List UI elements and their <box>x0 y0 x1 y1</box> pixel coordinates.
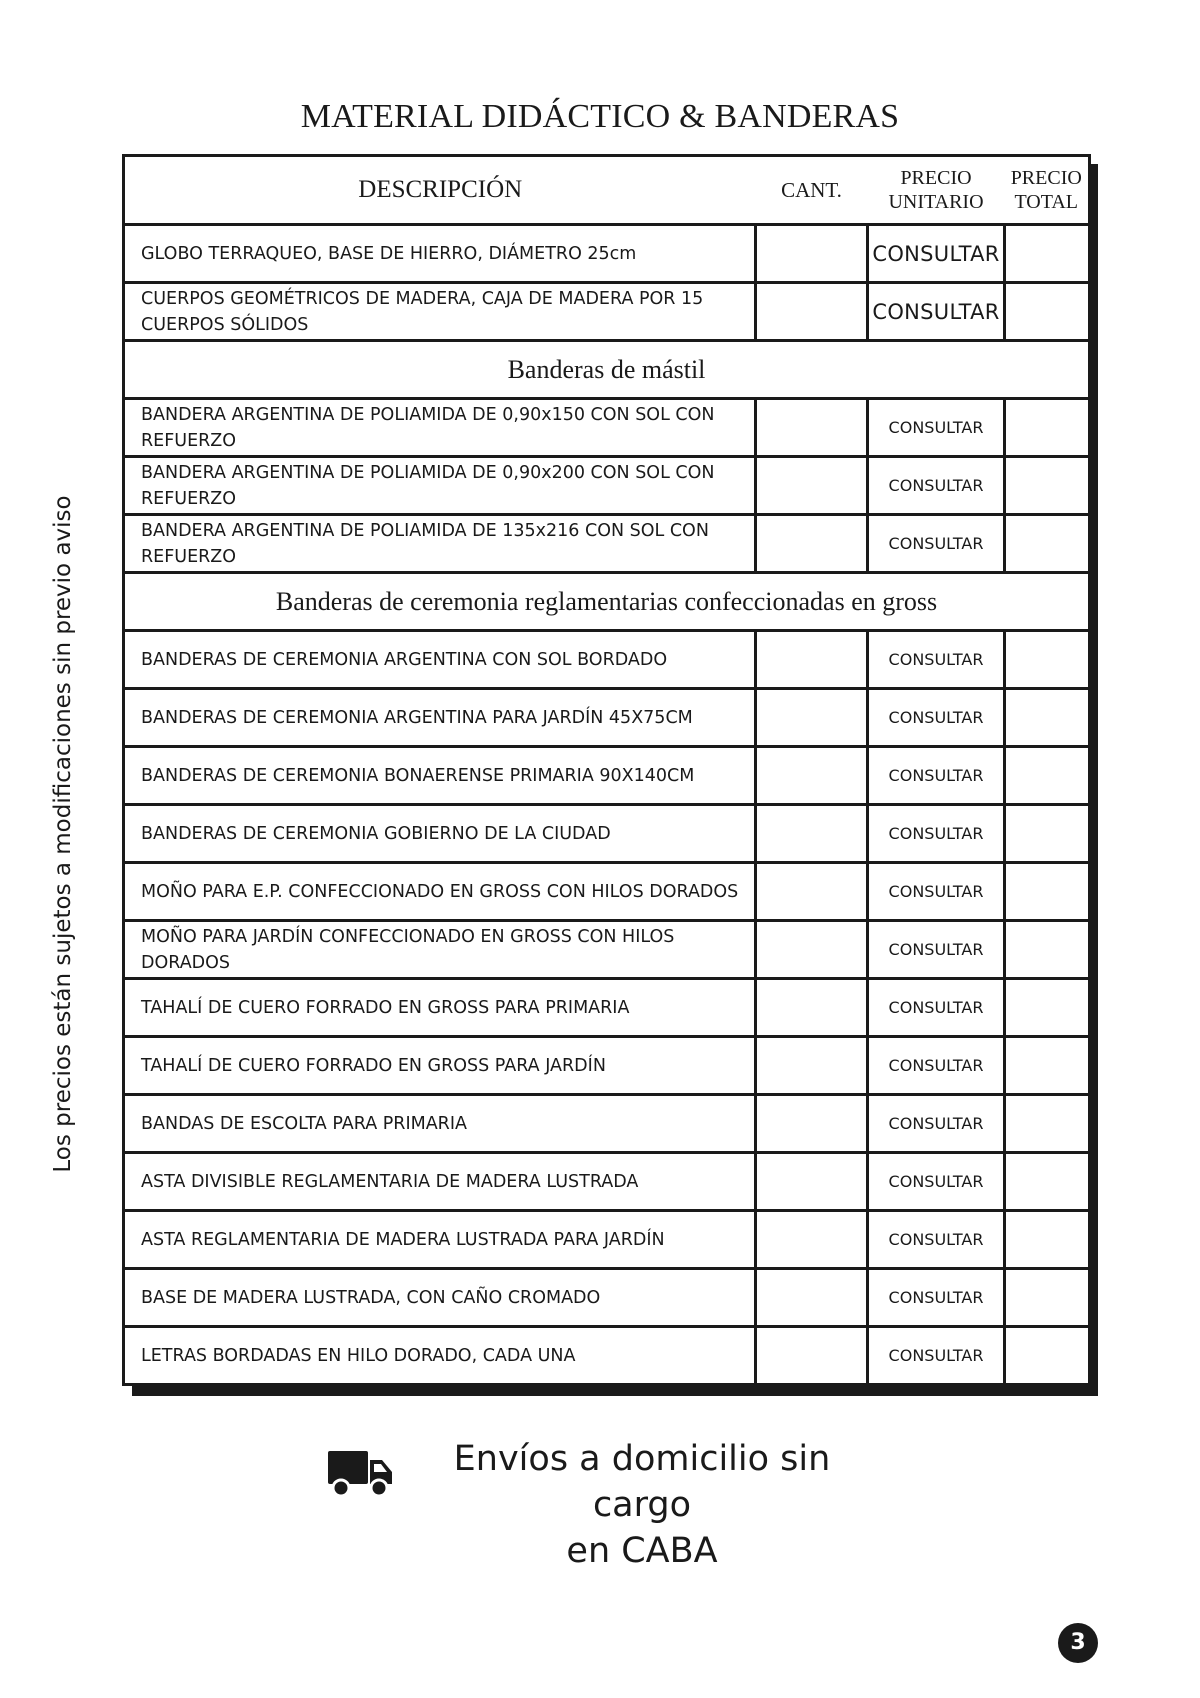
item-total-price-cell[interactable] <box>1005 1037 1090 1095</box>
item-description: MOÑO PARA JARDÍN CONFECCIONADO EN GROSS CON HILOS DORADOS <box>124 921 756 979</box>
price-disclaimer: Los precios están sujetos a modificaciones sin previo aviso <box>50 495 76 1173</box>
item-quantity-cell[interactable] <box>756 689 868 747</box>
item-total-price-cell[interactable] <box>1005 1095 1090 1153</box>
item-total-price-cell[interactable] <box>1005 1327 1090 1385</box>
item-quantity-cell[interactable] <box>756 631 868 689</box>
header-total-price-line2: TOTAL <box>1014 191 1079 213</box>
item-quantity-cell[interactable] <box>756 1153 868 1211</box>
item-quantity-cell[interactable] <box>756 1327 868 1385</box>
item-description: BANDERAS DE CEREMONIA GOBIERNO DE LA CIUDAD <box>124 805 756 863</box>
item-description: BASE DE MADERA LUSTRADA, CON CAÑO CROMADO <box>124 1269 756 1327</box>
item-description: BANDERAS DE CEREMONIA ARGENTINA PARA JARDÍN 45X75CM <box>124 689 756 747</box>
header-unit-price <box>868 156 1005 225</box>
item-description: BANDERA ARGENTINA DE POLIAMIDA DE 0,90x200 CON SOL CON REFUERZO <box>124 457 756 515</box>
section-heading-ceremonia-row <box>124 573 1090 631</box>
item-unit-price: CONSULTAR <box>868 1037 1005 1095</box>
table-row <box>124 921 1090 979</box>
item-description: TAHALÍ DE CUERO FORRADO EN GROSS PARA PRIMARIA <box>124 979 756 1037</box>
item-quantity-cell[interactable] <box>756 1269 868 1327</box>
section-heading-mastil-row <box>124 341 1090 399</box>
item-description: LETRAS BORDADAS EN HILO DORADO, CADA UNA <box>124 1327 756 1385</box>
delivery-line-1: Envíos a domicilio sin cargo <box>453 1439 831 1525</box>
item-unit-price: CONSULTAR <box>868 979 1005 1037</box>
item-description: BANDERA ARGENTINA DE POLIAMIDA DE 0,90x150 CON SOL CON REFUERZO <box>124 399 756 457</box>
item-quantity-cell[interactable] <box>756 805 868 863</box>
item-unit-price: CONSULTAR <box>868 689 1005 747</box>
table-row <box>124 457 1090 515</box>
table-row <box>124 225 1090 283</box>
item-unit-price: CONSULTAR <box>868 1211 1005 1269</box>
item-description: GLOBO TERRAQUEO, BASE DE HIERRO, DIÁMETRO 25cm <box>124 225 756 283</box>
item-quantity-cell[interactable] <box>756 225 868 283</box>
item-unit-price: CONSULTAR <box>868 921 1005 979</box>
item-total-price-cell[interactable] <box>1005 399 1090 457</box>
item-quantity-cell[interactable] <box>756 1211 868 1269</box>
item-unit-price: CONSULTAR <box>868 1153 1005 1211</box>
item-total-price-cell[interactable] <box>1005 805 1090 863</box>
item-total-price-cell[interactable] <box>1005 747 1090 805</box>
table-row <box>124 1153 1090 1211</box>
item-quantity-cell[interactable] <box>756 1037 868 1095</box>
header-total-price-line1: PRECIO <box>1010 167 1082 189</box>
item-quantity-cell[interactable] <box>756 457 868 515</box>
header-unit-price-line2: UNITARIO <box>888 191 984 213</box>
item-total-price-cell[interactable] <box>1005 283 1090 341</box>
item-description: ASTA REGLAMENTARIA DE MADERA LUSTRADA PARA JARDÍN <box>124 1211 756 1269</box>
item-description: BANDERAS DE CEREMONIA ARGENTINA CON SOL BORDADO <box>124 631 756 689</box>
item-description: TAHALÍ DE CUERO FORRADO EN GROSS PARA JARDÍN <box>124 1037 756 1095</box>
item-unit-price: CONSULTAR <box>868 1269 1005 1327</box>
header-description: DESCRIPCIÓN <box>124 156 756 225</box>
item-unit-price: CONSULTAR <box>868 747 1005 805</box>
page-number: 3 <box>1058 1623 1098 1663</box>
item-description: BANDERAS DE CEREMONIA BONAERENSE PRIMARIA 90X140CM <box>124 747 756 805</box>
item-total-price-cell[interactable] <box>1005 1211 1090 1269</box>
page-title: MATERIAL DIDÁCTICO & BANDERAS <box>300 98 900 135</box>
table-row <box>124 1037 1090 1095</box>
item-quantity-cell[interactable] <box>756 1095 868 1153</box>
item-total-price-cell[interactable] <box>1005 921 1090 979</box>
item-description: MOÑO PARA E.P. CONFECCIONADO EN GROSS CON HILOS DORADOS <box>124 863 756 921</box>
item-unit-price: CONSULTAR <box>868 225 1005 283</box>
delivery-banner <box>328 1436 908 1571</box>
header-total-price <box>1005 156 1090 225</box>
item-unit-price: CONSULTAR <box>868 863 1005 921</box>
item-total-price-cell[interactable] <box>1005 225 1090 283</box>
price-table-container <box>122 154 1088 1386</box>
item-quantity-cell[interactable] <box>756 283 868 341</box>
price-table <box>122 154 1091 1386</box>
item-description: CUERPOS GEOMÉTRICOS DE MADERA, CAJA DE MADERA POR 15 CUERPOS SÓLIDOS <box>124 283 756 341</box>
table-row <box>124 689 1090 747</box>
table-header-row <box>124 156 1090 225</box>
table-row <box>124 631 1090 689</box>
item-unit-price: CONSULTAR <box>868 457 1005 515</box>
delivery-line-2: en CABA <box>566 1531 718 1571</box>
item-quantity-cell[interactable] <box>756 399 868 457</box>
item-total-price-cell[interactable] <box>1005 979 1090 1037</box>
item-total-price-cell[interactable] <box>1005 1269 1090 1327</box>
table-row <box>124 283 1090 341</box>
item-description: ASTA DIVISIBLE REGLAMENTARIA DE MADERA LUSTRADA <box>124 1153 756 1211</box>
table-row <box>124 747 1090 805</box>
item-total-price-cell[interactable] <box>1005 457 1090 515</box>
item-total-price-cell[interactable] <box>1005 1153 1090 1211</box>
item-description: BANDAS DE ESCOLTA PARA PRIMARIA <box>124 1095 756 1153</box>
item-total-price-cell[interactable] <box>1005 515 1090 573</box>
item-total-price-cell[interactable] <box>1005 631 1090 689</box>
item-total-price-cell[interactable] <box>1005 863 1090 921</box>
truck-icon <box>328 1448 394 1498</box>
section-heading-ceremonia: Banderas de ceremonia reglamentarias confeccionadas en gross <box>124 573 1090 631</box>
delivery-text <box>412 1436 872 1574</box>
item-description: BANDERA ARGENTINA DE POLIAMIDA DE 135x216 CON SOL CON REFUERZO <box>124 515 756 573</box>
table-row <box>124 1327 1090 1385</box>
item-unit-price: CONSULTAR <box>868 631 1005 689</box>
item-total-price-cell[interactable] <box>1005 689 1090 747</box>
item-quantity-cell[interactable] <box>756 863 868 921</box>
item-quantity-cell[interactable] <box>756 921 868 979</box>
table-row <box>124 1211 1090 1269</box>
item-unit-price: CONSULTAR <box>868 399 1005 457</box>
item-unit-price: CONSULTAR <box>868 1327 1005 1385</box>
item-unit-price: CONSULTAR <box>868 805 1005 863</box>
item-quantity-cell[interactable] <box>756 747 868 805</box>
item-quantity-cell[interactable] <box>756 515 868 573</box>
section-heading-mastil: Banderas de mástil <box>124 341 1090 399</box>
header-unit-price-line1: PRECIO <box>900 167 972 189</box>
item-quantity-cell[interactable] <box>756 979 868 1037</box>
header-quantity: CANT. <box>756 156 868 225</box>
table-body <box>124 225 1090 1385</box>
table-row <box>124 1095 1090 1153</box>
item-unit-price: CONSULTAR <box>868 1095 1005 1153</box>
item-unit-price: CONSULTAR <box>868 283 1005 341</box>
table-row <box>124 805 1090 863</box>
table-row <box>124 1269 1090 1327</box>
item-unit-price: CONSULTAR <box>868 515 1005 573</box>
table-row <box>124 399 1090 457</box>
table-row <box>124 515 1090 573</box>
table-row <box>124 979 1090 1037</box>
table-row <box>124 863 1090 921</box>
